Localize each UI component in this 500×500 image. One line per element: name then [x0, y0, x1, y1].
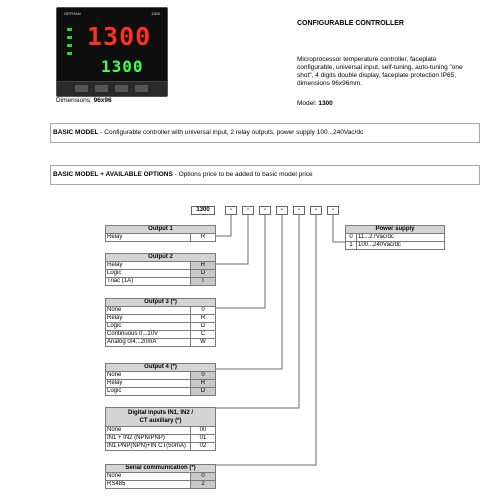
table-title: Output 4 (*) [106, 364, 216, 372]
table-row: Continuous 0...10V C [106, 331, 216, 339]
status-leds [67, 28, 75, 60]
dimensions-value: 96x96 [93, 97, 112, 104]
table-row: None 0 [106, 307, 216, 315]
table-title: Serial communication (*) [106, 465, 216, 473]
order-code-base: 1300 [191, 206, 215, 215]
table-title: Output 3 (*) [106, 299, 216, 307]
order-code-sep: - [276, 206, 288, 215]
model-value: 1300 [318, 100, 333, 107]
table-row: Triac (1A) T [106, 278, 216, 286]
order-code-sep: - [225, 206, 237, 215]
table-output3 [105, 298, 216, 347]
table-power-supply [345, 225, 445, 250]
basic-model-bar: BASIC MODEL - Configurable controller with universal input, 2 relay outputs, power supply 100...240Vac/dc [50, 123, 480, 143]
table-row: Logic D [106, 270, 216, 278]
device-brand: GEFRAN [64, 11, 81, 16]
table-row: Analog 0/4...20mA W [106, 339, 216, 347]
table-row: Relay R [106, 262, 216, 270]
order-code-sep: - [293, 206, 305, 215]
table-row: None 00 [106, 427, 216, 435]
table-row: IN1 PNP(NPN)+IN CT(50mA) 02 [106, 443, 216, 451]
device-model-label: 1300 [151, 11, 160, 16]
display-top: 1300 [87, 22, 152, 51]
order-code-sep: - [259, 206, 271, 215]
table-title: Digital inputs IN1, IN2 / CT auxiliary (*) [106, 408, 216, 427]
table-row: IN1 + IN2 (NPN/PNP) 01 [106, 435, 216, 443]
table-title: Output 2 [106, 254, 216, 262]
page-title: CONFIGURABLE CONTROLLER [297, 20, 404, 27]
table-row: 0 11...27Vac/dc [346, 234, 445, 242]
table-row: Relay R [106, 315, 216, 323]
table-title: Output 1 [106, 226, 216, 234]
order-code-sep: - [242, 206, 254, 215]
table-row: Relay R [106, 234, 216, 242]
table-row: Logic D [106, 323, 216, 331]
table-output1 [105, 225, 216, 242]
table-serial [105, 464, 216, 489]
dimensions: Dimensions: 96x96 [56, 97, 112, 104]
basic-options-bar: BASIC MODEL + AVAILABLE OPTIONS - Options price to be added to basic model price [50, 165, 480, 185]
table-row: None 0 [106, 473, 216, 481]
table-row: RS485 2 [106, 481, 216, 489]
display-bottom: 1300 [101, 57, 144, 76]
table-row: Relay R [106, 380, 216, 388]
table-title: Power supply [346, 226, 445, 234]
controller-image [56, 7, 168, 97]
table-row: None 0 [106, 372, 216, 380]
table-output4 [105, 363, 216, 396]
order-code-sep: - [327, 206, 339, 215]
table-row: 1 100...240Vac/dc [346, 242, 445, 250]
faceplate-buttons [57, 81, 167, 96]
order-code-sep: - [310, 206, 322, 215]
table-output2 [105, 253, 216, 286]
table-row: Logic D [106, 388, 216, 396]
table-digital-inputs [105, 407, 216, 451]
description: Microprocessor temperature controller, faceplate configurable, universal input, self-tuning, auto-tuning "one shot", 4 digits double display, faceplate protection IP65, dimensions 96x96mm. [297, 56, 463, 88]
model-line: Model: 1300 [297, 100, 333, 107]
